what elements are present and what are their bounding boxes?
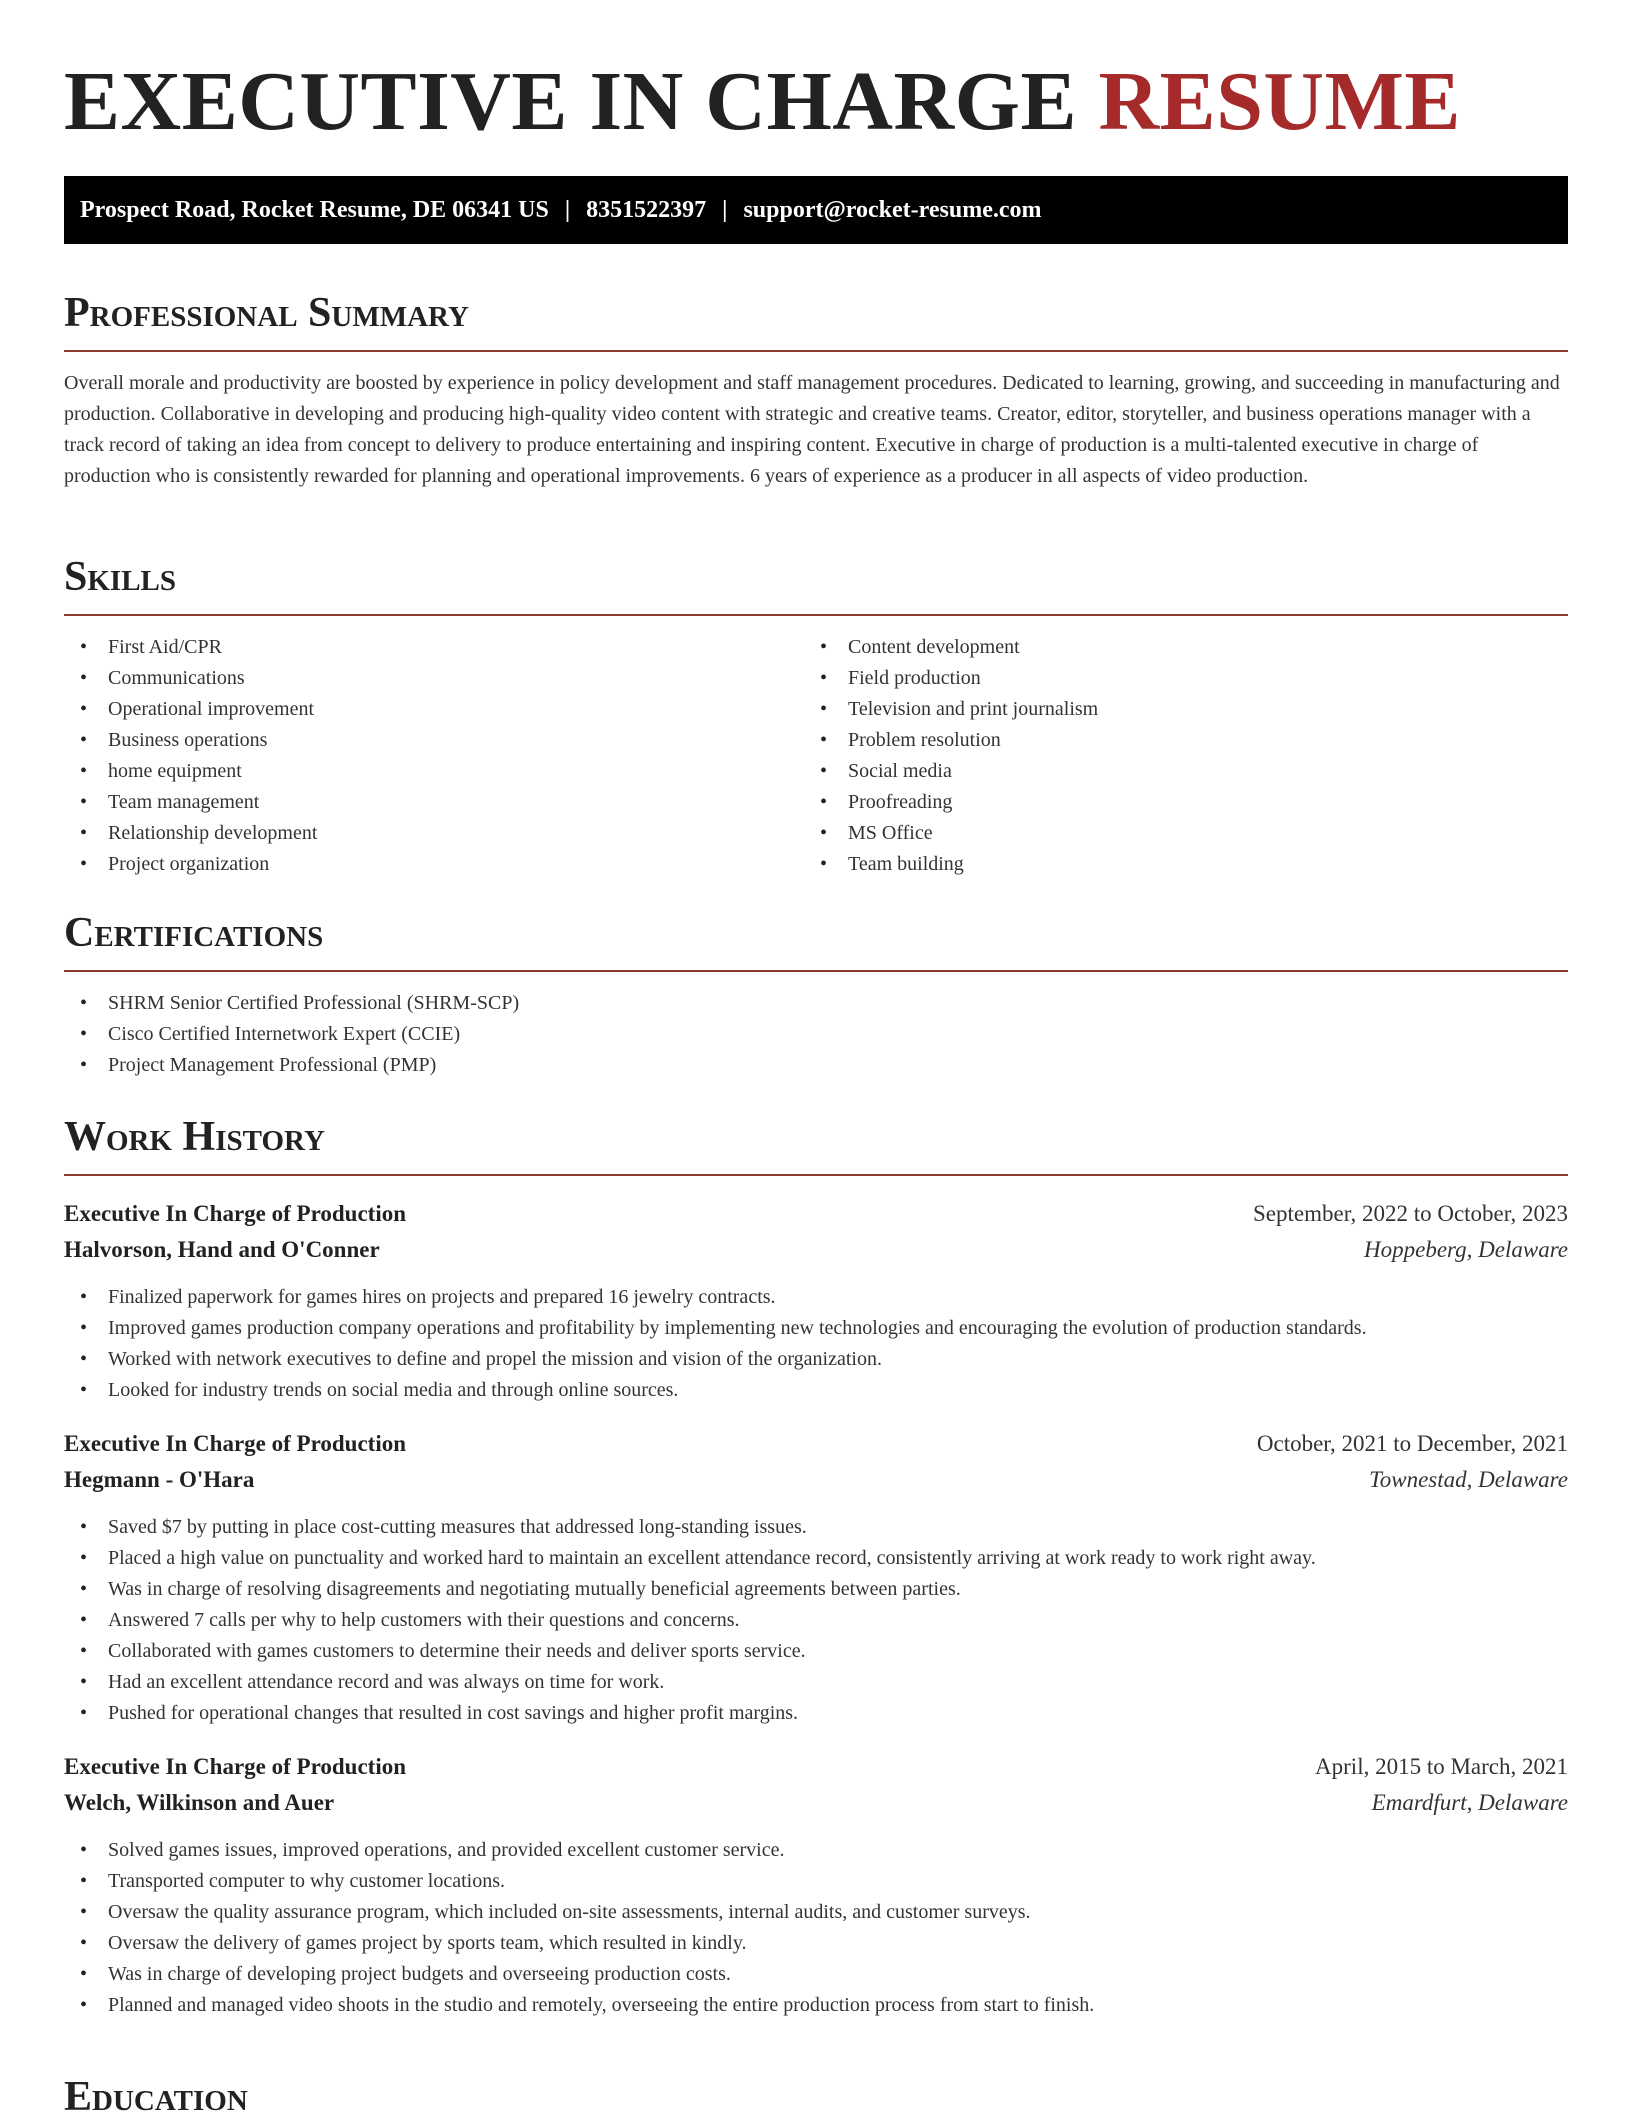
job-bullets [64,1835,1568,2021]
contact-separator: | [722,196,728,223]
job-location: Townestad, Delaware [1369,1467,1568,1492]
skill-item: • home equipment [64,756,804,787]
skill-item: • Content development [804,632,1544,663]
job-bullet: • Oversaw the delivery of games project by sports team, which resulted in kindly. [64,1928,1568,1959]
summary-text: Overall morale and productivity are boosted by experience in policy development and staff management procedures. Dedicated to learning, growing, and succeeding in manufacturing and production. Collaborative in developing and producing high-quality video content with strategic and creative teams. Creator, editor, storyteller, and business operations manager with a track record of taking an idea from concept to delivery to produce entertaining and inspiring content. Executive in charge of production is a multi-talented executive in charge of production who is consistently rewarded for planning and operational improvements. 6 years of experience as a producer in all aspects of video production. [64,372,1560,487]
summary-section [64,288,1568,492]
contact-phone: 8351522397 [586,196,707,223]
job-bullet: • Transported computer to why customer locations. [64,1866,1568,1897]
skill-item: • Television and print journalism [804,694,1544,725]
job-list [64,1196,1568,2021]
job-company: Hegmann - O'Hara [64,1467,255,1492]
title-accent: RESUME [1098,55,1461,148]
job-company-row [64,1785,1568,1821]
skill-item: • Project organization [64,849,804,880]
job-title: Executive In Charge of Production [64,1754,407,1779]
skill-item: • First Aid/CPR [64,632,804,663]
certifications-heading: Certifications [64,908,1568,972]
job-bullet: • Answered 7 calls per why to help customers with their questions and concerns. [64,1605,1568,1636]
job-bullet: • Was in charge of developing project budgets and overseeing production costs. [64,1959,1568,1990]
job-dates: October, 2021 to December, 2021 [1256,1431,1568,1456]
certification-item: • SHRM Senior Certified Professional (SHRM-SCP) [64,988,1568,1019]
job-entry [64,1426,1568,1729]
job-header-row [64,1426,1568,1462]
contact-bar [64,176,1568,244]
skill-item: • Communications [64,663,804,694]
job-bullet: • Pushed for operational changes that resulted in cost savings and higher profit margins. [64,1698,1568,1729]
job-bullet: • Planned and managed video shoots in the studio and remotely, overseeing the entire production process from start to finish. [64,1990,1568,2021]
job-entry [64,1196,1568,1406]
job-company-row [64,1462,1568,1498]
job-company: Halvorson, Hand and O'Conner [64,1237,380,1262]
job-dates: September, 2022 to October, 2023 [1253,1201,1568,1226]
work-history-section [64,1112,1568,2021]
job-bullet: • Was in charge of resolving disagreements and negotiating mutually beneficial agreements between parties. [64,1574,1568,1605]
job-bullet: • Improved games production company operations and profitability by implementing new technologies and encouraging the evolution of production standards. [64,1313,1568,1344]
certifications-list [64,988,1568,1081]
contact-email: support@rocket-resume.com [743,196,1042,223]
job-bullet: • Placed a high value on punctuality and worked hard to maintain an excellent attendance record, consistently arriving at work ready to work right away. [64,1543,1568,1574]
job-company: Welch, Wilkinson and Auer [64,1790,335,1815]
work-history-heading: Work History [64,1112,1568,1176]
resume-title [64,54,1461,150]
job-entry [64,1749,1568,2021]
skill-item: • Team building [804,849,1544,880]
certification-item: • Project Management Professional (PMP) [64,1050,1568,1081]
job-bullets [64,1512,1568,1729]
job-bullet: • Oversaw the quality assurance program, which included on-site assessments, internal audits, and customer surveys. [64,1897,1568,1928]
skills-section [64,552,1568,880]
certification-item: • Cisco Certified Internetwork Expert (CCIE) [64,1019,1568,1050]
skill-item: • Business operations [64,725,804,756]
skill-item: • Relationship development [64,818,804,849]
contact-separator: | [564,196,571,223]
job-bullet: • Finalized paperwork for games hires on projects and prepared 16 jewelry contracts. [64,1282,1568,1313]
job-bullet: • Collaborated with games customers to determine their needs and deliver sports service. [64,1636,1568,1667]
skill-item: • MS Office [804,818,1544,849]
job-location: Emardfurt, Delaware [1371,1790,1568,1815]
job-company-row [64,1232,1568,1268]
job-bullet: • Worked with network executives to define and propel the mission and vision of the organization. [64,1344,1568,1375]
skill-item: • Operational improvement [64,694,804,725]
job-header-row [64,1749,1568,1785]
skills-list-left [64,632,804,880]
certifications-section [64,908,1568,1081]
job-bullet: • Looked for industry trends on social media and through online sources. [64,1375,1568,1406]
skill-item: • Proofreading [804,787,1544,818]
job-title: Executive In Charge of Production [64,1201,407,1226]
education-heading: Education [64,2072,1568,2112]
contact-address: Prospect Road, Rocket Resume, DE 06341 US [80,196,549,223]
job-bullets [64,1282,1568,1406]
title-main: EXECUTIVE IN CHARGE [64,55,1077,148]
skill-item: • Team management [64,787,804,818]
job-title: Executive In Charge of Production [64,1431,407,1456]
job-bullet: • Solved games issues, improved operations, and provided excellent customer service. [64,1835,1568,1866]
skill-item: • Field production [804,663,1544,694]
skills-list-right [804,632,1544,880]
job-bullet: • Saved $7 by putting in place cost-cutting measures that addressed long-standing issues. [64,1512,1568,1543]
job-bullet: • Had an excellent attendance record and was always on time for work. [64,1667,1568,1698]
skill-item: • Problem resolution [804,725,1544,756]
job-header-row [64,1196,1568,1232]
job-location: Hoppeberg, Delaware [1364,1237,1568,1262]
skills-heading: Skills [64,552,1568,616]
job-dates: April, 2015 to March, 2021 [1315,1754,1568,1779]
skill-item: • Social media [804,756,1544,787]
skills-grid [64,616,1568,880]
summary-heading: Professional Summary [64,288,1568,352]
education-section [64,2072,1568,2112]
